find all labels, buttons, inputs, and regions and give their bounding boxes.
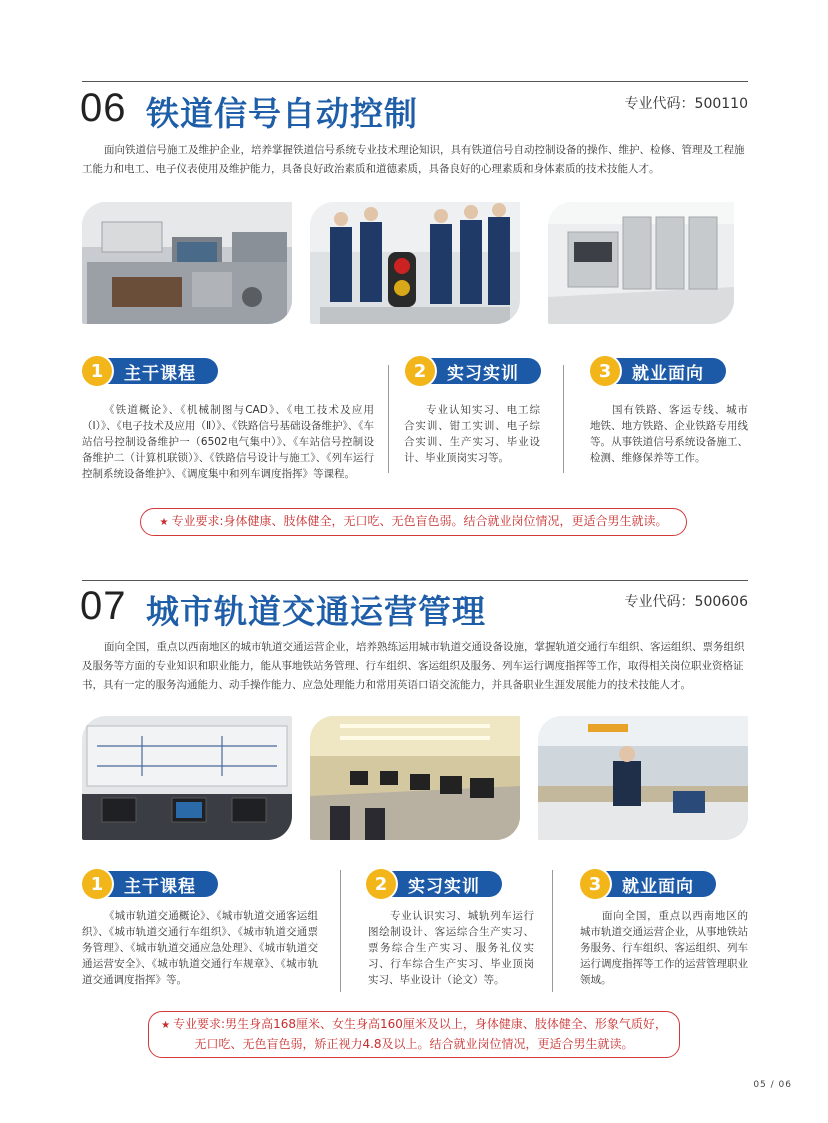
- requirement-text-line-1: 专业要求:男生身高168厘米、女生身高160厘米及以上，身体健康、肢体健全、形象气质好，: [173, 1017, 667, 1031]
- star-icon: ★: [159, 517, 169, 528]
- computer-lab-photo: [310, 716, 520, 840]
- badge-label: 就业面向: [610, 358, 726, 384]
- section-06-divider-1: [388, 365, 389, 473]
- section-06-employment-text: 国有铁路、客运专线、城市地铁、地方铁路、企业铁路专用线等。从事铁道信号系统设备施工、检测、维修保养等工作。: [590, 404, 748, 464]
- section-07-employment-text: 面向全国，重点以西南地区的城市轨道交通运营企业，从事地铁站务服务、行车组织、客运组织、列车运行调度指挥等工作的运营管理职业领域。: [580, 910, 748, 986]
- badge-number: 3: [580, 869, 610, 899]
- section-07-requirement: [148, 1011, 680, 1058]
- section-07-title: 城市轨道交通运营管理: [146, 592, 486, 631]
- control-center-photo: [82, 716, 292, 840]
- section-06-requirement: [140, 508, 687, 536]
- station-service-photo: [538, 716, 748, 840]
- section-07-number: 07: [80, 584, 127, 628]
- badge-label: 实习实训: [425, 358, 541, 384]
- lab-equipment-photo: [82, 202, 292, 324]
- page-number: 05 / 06: [753, 1080, 792, 1090]
- section-06-employment-badge: [590, 356, 726, 386]
- section-07-training-text: 专业认识实习、城轨列车运行图绘制设计、客运综合生产实习、票务综合生产实习、服务礼仪实习、行车综合生产实习、毕业顶岗实习、毕业设计（论文）等。: [368, 910, 534, 986]
- requirement-text: 专业要求:身体健康、肢体健全，无口吃、无色盲色弱。结合就业岗位情况，更适合男生就读。: [171, 514, 668, 528]
- badge-label: 实习实训: [386, 871, 502, 897]
- section-07-courses-text: 《城市轨道交通概论》、《城市轨道交通客运组织》、《城市轨道交通行车组织》、《城市轨道交通票务管理》、《城市轨道交通应急处理》、《城市轨道交通运营安全》、《城市轨道交通行车规章》、《城市轨道交通调度指挥》等。: [82, 910, 318, 986]
- students-signal-photo: [310, 202, 520, 324]
- section-06-courses-text: 《铁道概论》、《机械制图与CAD》、《电工技术及应用（Ⅰ）》、《电子技术及应用（Ⅱ）》、《铁路信号基础设备维护》、《车站信号控制设备维护一（6502电气集中）》、《车站信号控制设备维护二（计算机联锁）》、《铁路信号设计与施工》、《列车运行控制系统设备维护》、《调度集中和列车调度指挥》等课程。: [82, 404, 374, 480]
- section-06-training-badge: [405, 356, 541, 386]
- section-07-divider-2: [552, 870, 553, 992]
- section-06-courses-badge: [82, 356, 218, 386]
- requirement-text-line-2: 无口吃、无色盲色弱，矫正视力4.8及以上。结合就业岗位情况，更适合男生就读。: [194, 1037, 634, 1051]
- badge-number: 2: [405, 356, 435, 386]
- section-07-intro: 面向全国，重点以西南地区的城市轨道交通运营企业，培养熟练运用城市轨道交通设备设施，掌握轨道交通行车组织、客运组织、票务组织及服务等方面的专业知识和职业能力，能从事地铁站务管理、行车组织、客运组织及服务、列车运行调度指挥等工作，取得相关岗位职业资格证书，具有一定的服务沟通能力、动手操作能力、应急处理能力和常用英语口语交流能力，并具备职业生涯发展能力的技术技能人才。: [82, 641, 745, 691]
- badge-label: 就业面向: [600, 871, 716, 897]
- badge-label: 主干课程: [102, 358, 218, 384]
- section-06-training-text: 专业认知实习、电工综合实训、钳工实训、电子综合实训、生产实习、毕业设计、毕业顶岗实习等。: [404, 404, 540, 464]
- badge-number: 2: [366, 869, 396, 899]
- section-06-rule: [82, 81, 748, 82]
- badge-number: 3: [590, 356, 620, 386]
- section-06-title: 铁道信号自动控制: [146, 94, 418, 133]
- section-07-employment-badge: [580, 869, 716, 899]
- badge-label: 主干课程: [102, 871, 218, 897]
- section-06-number: 06: [80, 86, 127, 130]
- section-07-rule: [82, 580, 748, 581]
- equipment-room-photo: [548, 202, 734, 324]
- section-06-intro: 面向铁道信号施工及维护企业，培养掌握铁道信号系统专业技术理论知识，具有铁道信号自动控制设备的操作、维护、检修、管理及工程施工能力和电工、电子仪表使用及维护能力，具备良好政治素质和道德素质，具备良好的心理素质和身体素质的技术技能人才。: [82, 144, 745, 175]
- section-06-code: 专业代码：500110: [624, 96, 748, 112]
- star-icon: ★: [161, 1020, 171, 1031]
- section-06-divider-2: [563, 365, 564, 473]
- section-07-divider-1: [340, 870, 341, 992]
- section-07-courses-badge: [82, 869, 218, 899]
- badge-number: 1: [82, 356, 112, 386]
- badge-number: 1: [82, 869, 112, 899]
- section-07-code: 专业代码：500606: [624, 594, 748, 610]
- section-07-training-badge: [366, 869, 502, 899]
